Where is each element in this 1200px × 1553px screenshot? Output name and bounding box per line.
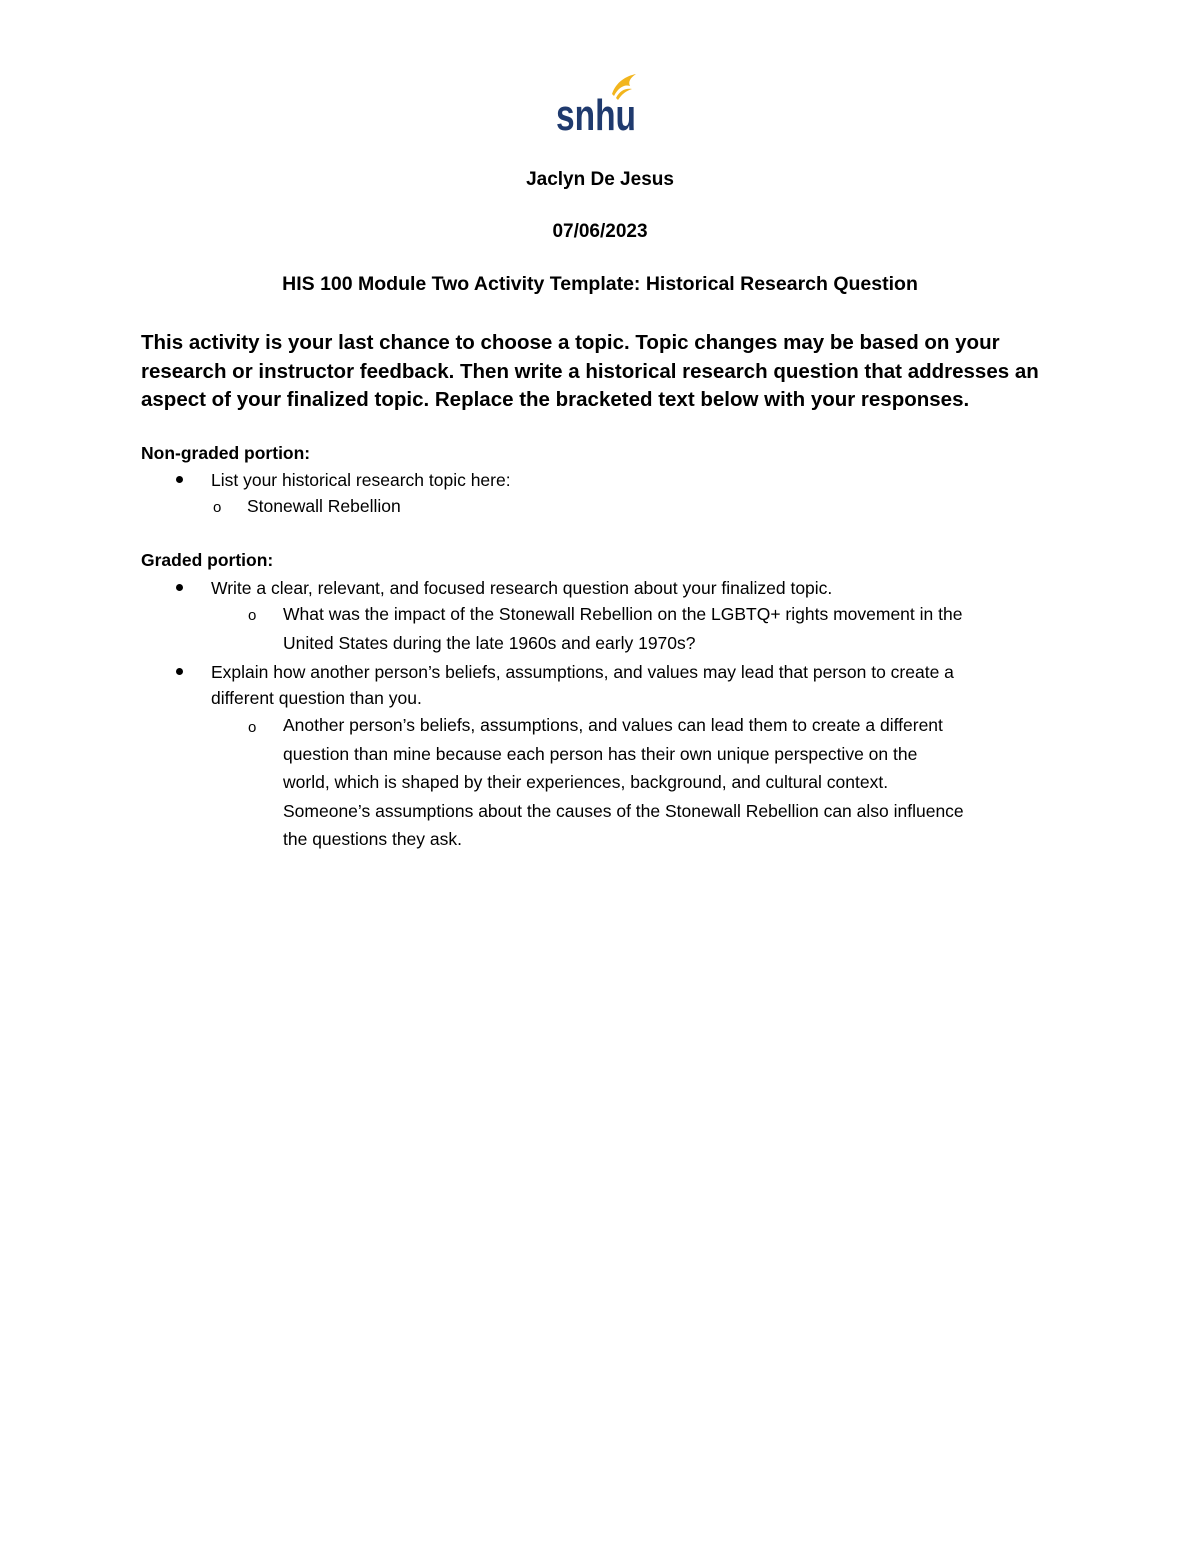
graded-answer-1-line: What was the impact of the Stonewall Rebellion on the LGBTQ+ rights movement in the	[283, 604, 963, 624]
graded-answer-2-line: question than mine because each person has their own unique perspective on the	[283, 744, 918, 764]
graded-answer-2-line: world, which is shaped by their experiences, background, and cultural context.	[283, 772, 889, 792]
nongraded-heading: Non-graded portion:	[141, 443, 311, 463]
sub-bullet-icon: o	[248, 719, 257, 736]
bullet-icon	[176, 584, 183, 591]
document-date: 07/06/2023	[552, 221, 648, 242]
graded-prompt-1: Write a clear, relevant, and focused research question about your finalized topic.	[211, 578, 833, 598]
bullet-icon	[176, 668, 183, 675]
intro-paragraph: This activity is your last chance to choose a topic. Topic changes may be based on your research or instructor feedback. Then write a historical research question that addresses an aspect of your finalized topic. Replace the bracketed text below with your responses.	[141, 331, 1039, 411]
nongraded-prompt: List your historical research topic here:	[211, 470, 511, 490]
graded-answer-2-line: the questions they ask.	[283, 829, 462, 849]
document-title: HIS 100 Module Two Activity Template: Historical Research Question	[282, 273, 918, 295]
graded-prompt-2-line: Explain how another person’s beliefs, assumptions, and values may lead that person to create a	[211, 662, 954, 682]
graded-heading: Graded portion:	[141, 550, 274, 570]
graded-prompt-2-line: different question than you.	[211, 688, 422, 708]
snhu-logo	[554, 72, 644, 140]
nongraded-answer: Stonewall Rebellion	[247, 496, 401, 516]
graded-answer-1-line: United States during the late 1960s and early 1970s?	[283, 633, 696, 653]
sub-bullet-icon: o	[213, 499, 222, 516]
logo-text: snhu	[556, 91, 636, 140]
bullet-icon	[176, 476, 183, 483]
author-name: Jaclyn De Jesus	[526, 169, 674, 190]
sub-bullet-icon: o	[248, 607, 257, 624]
graded-answer-2-line: Someone’s assumptions about the causes of the Stonewall Rebellion can also influence	[283, 801, 964, 821]
graded-answer-2-line: Another person’s beliefs, assumptions, and values can lead them to create a different	[283, 715, 943, 735]
